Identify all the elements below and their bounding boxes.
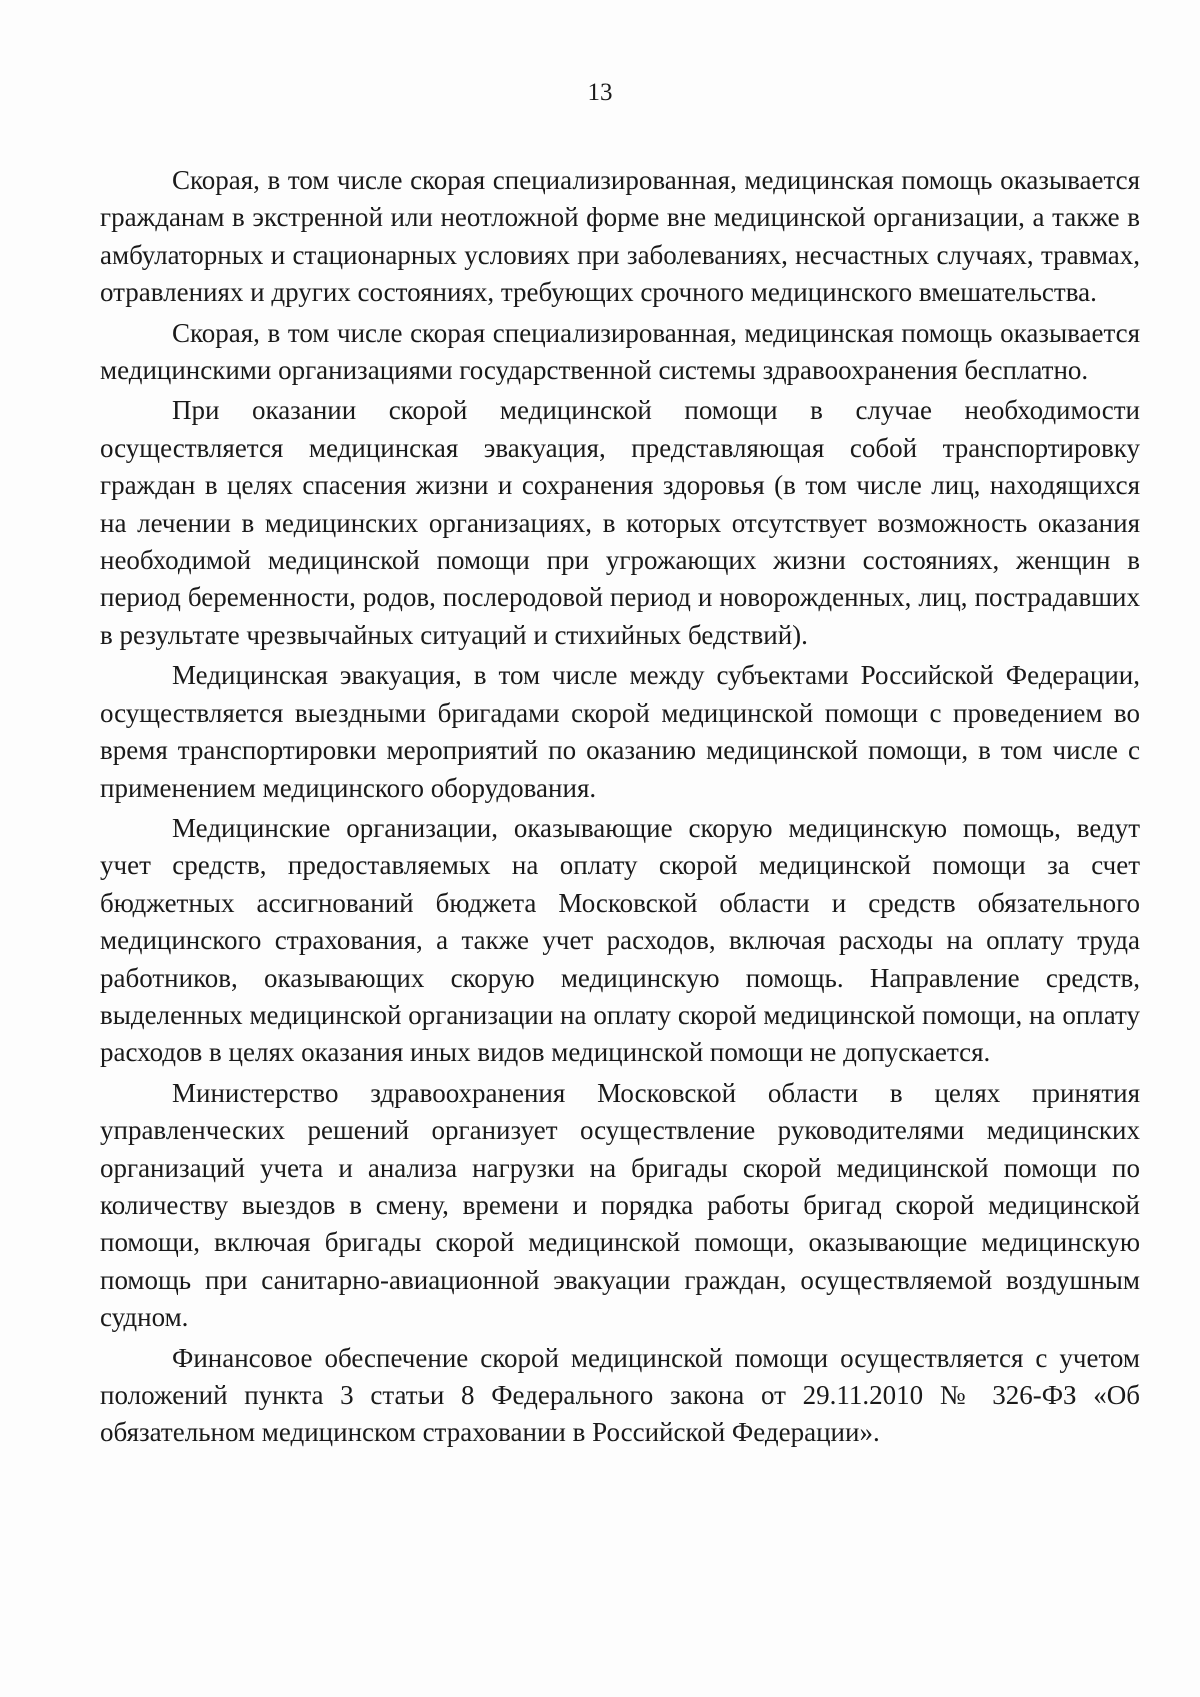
paragraph-1: Скорая, в том числе скорая специализированная, медицинская помощь оказывается гражданам в экстренной или неотложной форме вне медицинской организации, а также в амбулаторных и стационарных условиях при заболеваниях, несчастных случаях, травмах, отравлениях и других состояниях, требующих срочного медицинского вмешательства. xyxy=(100,165,1140,308)
paragraph-7: Финансовое обеспечение скорой медицинской помощи осуществляется с учетом положений пункта 3 статьи 8 Федерального закона от 29.11.2010 № 326-ФЗ «Об обязательном медицинском страховании в Российской Федерации». xyxy=(100,1342,1140,1448)
paragraph-5: Медицинские организации, оказывающие скорую медицинскую помощь, ведут учет средств, предоставляемых на оплату скорой медицинской помощи за счет бюджетных ассигнований бюджета Московской области и средств обязательного медицинского страхования, а также учет расходов, включая расходы на оплату труда работников, оказывающих скорую медицинскую помощь. Направление средств, выделенных медицинской организации на оплату скорой медицинской помощи, на оплату расходов в целях оказания иных видов медицинской помощи не допускается. xyxy=(100,812,1140,1068)
paragraph-2: Скорая, в том числе скорая специализированная, медицинская помощь оказывается медицинскими организациями государственной системы здравоохранения бесплатно. xyxy=(100,317,1140,386)
paragraph-4: Медицинская эвакуация, в том числе между субъектами Российской Федерации, осуществляется выездными бригадами скорой медицинской помощи с проведением во время транспортировки мероприятий по оказанию медицинской помощи, в том числе с применением медицинского оборудования. xyxy=(100,660,1140,803)
paragraph-3: При оказании скорой медицинской помощи в случае необходимости осуществляется медицинская эвакуация, представляющая собой транспортировку граждан в целях спасения жизни и сохранения здоровья (в том числе лиц, находящихся на лечении в медицинских организациях, в которых отсутствует возможность оказания необходимой медицинской помощи при угрожающих жизни состояниях, женщин в период беременности, родов, послеродовой период и новорожденных, лиц, пострадавших в результате чрезвычайных ситуаций и стихийных бедствий). xyxy=(100,395,1140,650)
page-number: 13 xyxy=(587,79,613,106)
paragraph-6: Министерство здравоохранения Московской области в целях принятия управленческих решений организует осуществление руководителями медицинских организаций учета и анализа нагрузки на бригады скорой медицинской помощи по количеству выездов в смену, времени и порядка работы бригад скорой медицинской помощи, включая бригады скорой медицинской помощи, оказывающие медицинскую помощь при санитарно-авиационной эвакуации граждан, осуществляемой воздушным судном. xyxy=(100,1077,1140,1333)
document-body xyxy=(100,162,1140,1455)
